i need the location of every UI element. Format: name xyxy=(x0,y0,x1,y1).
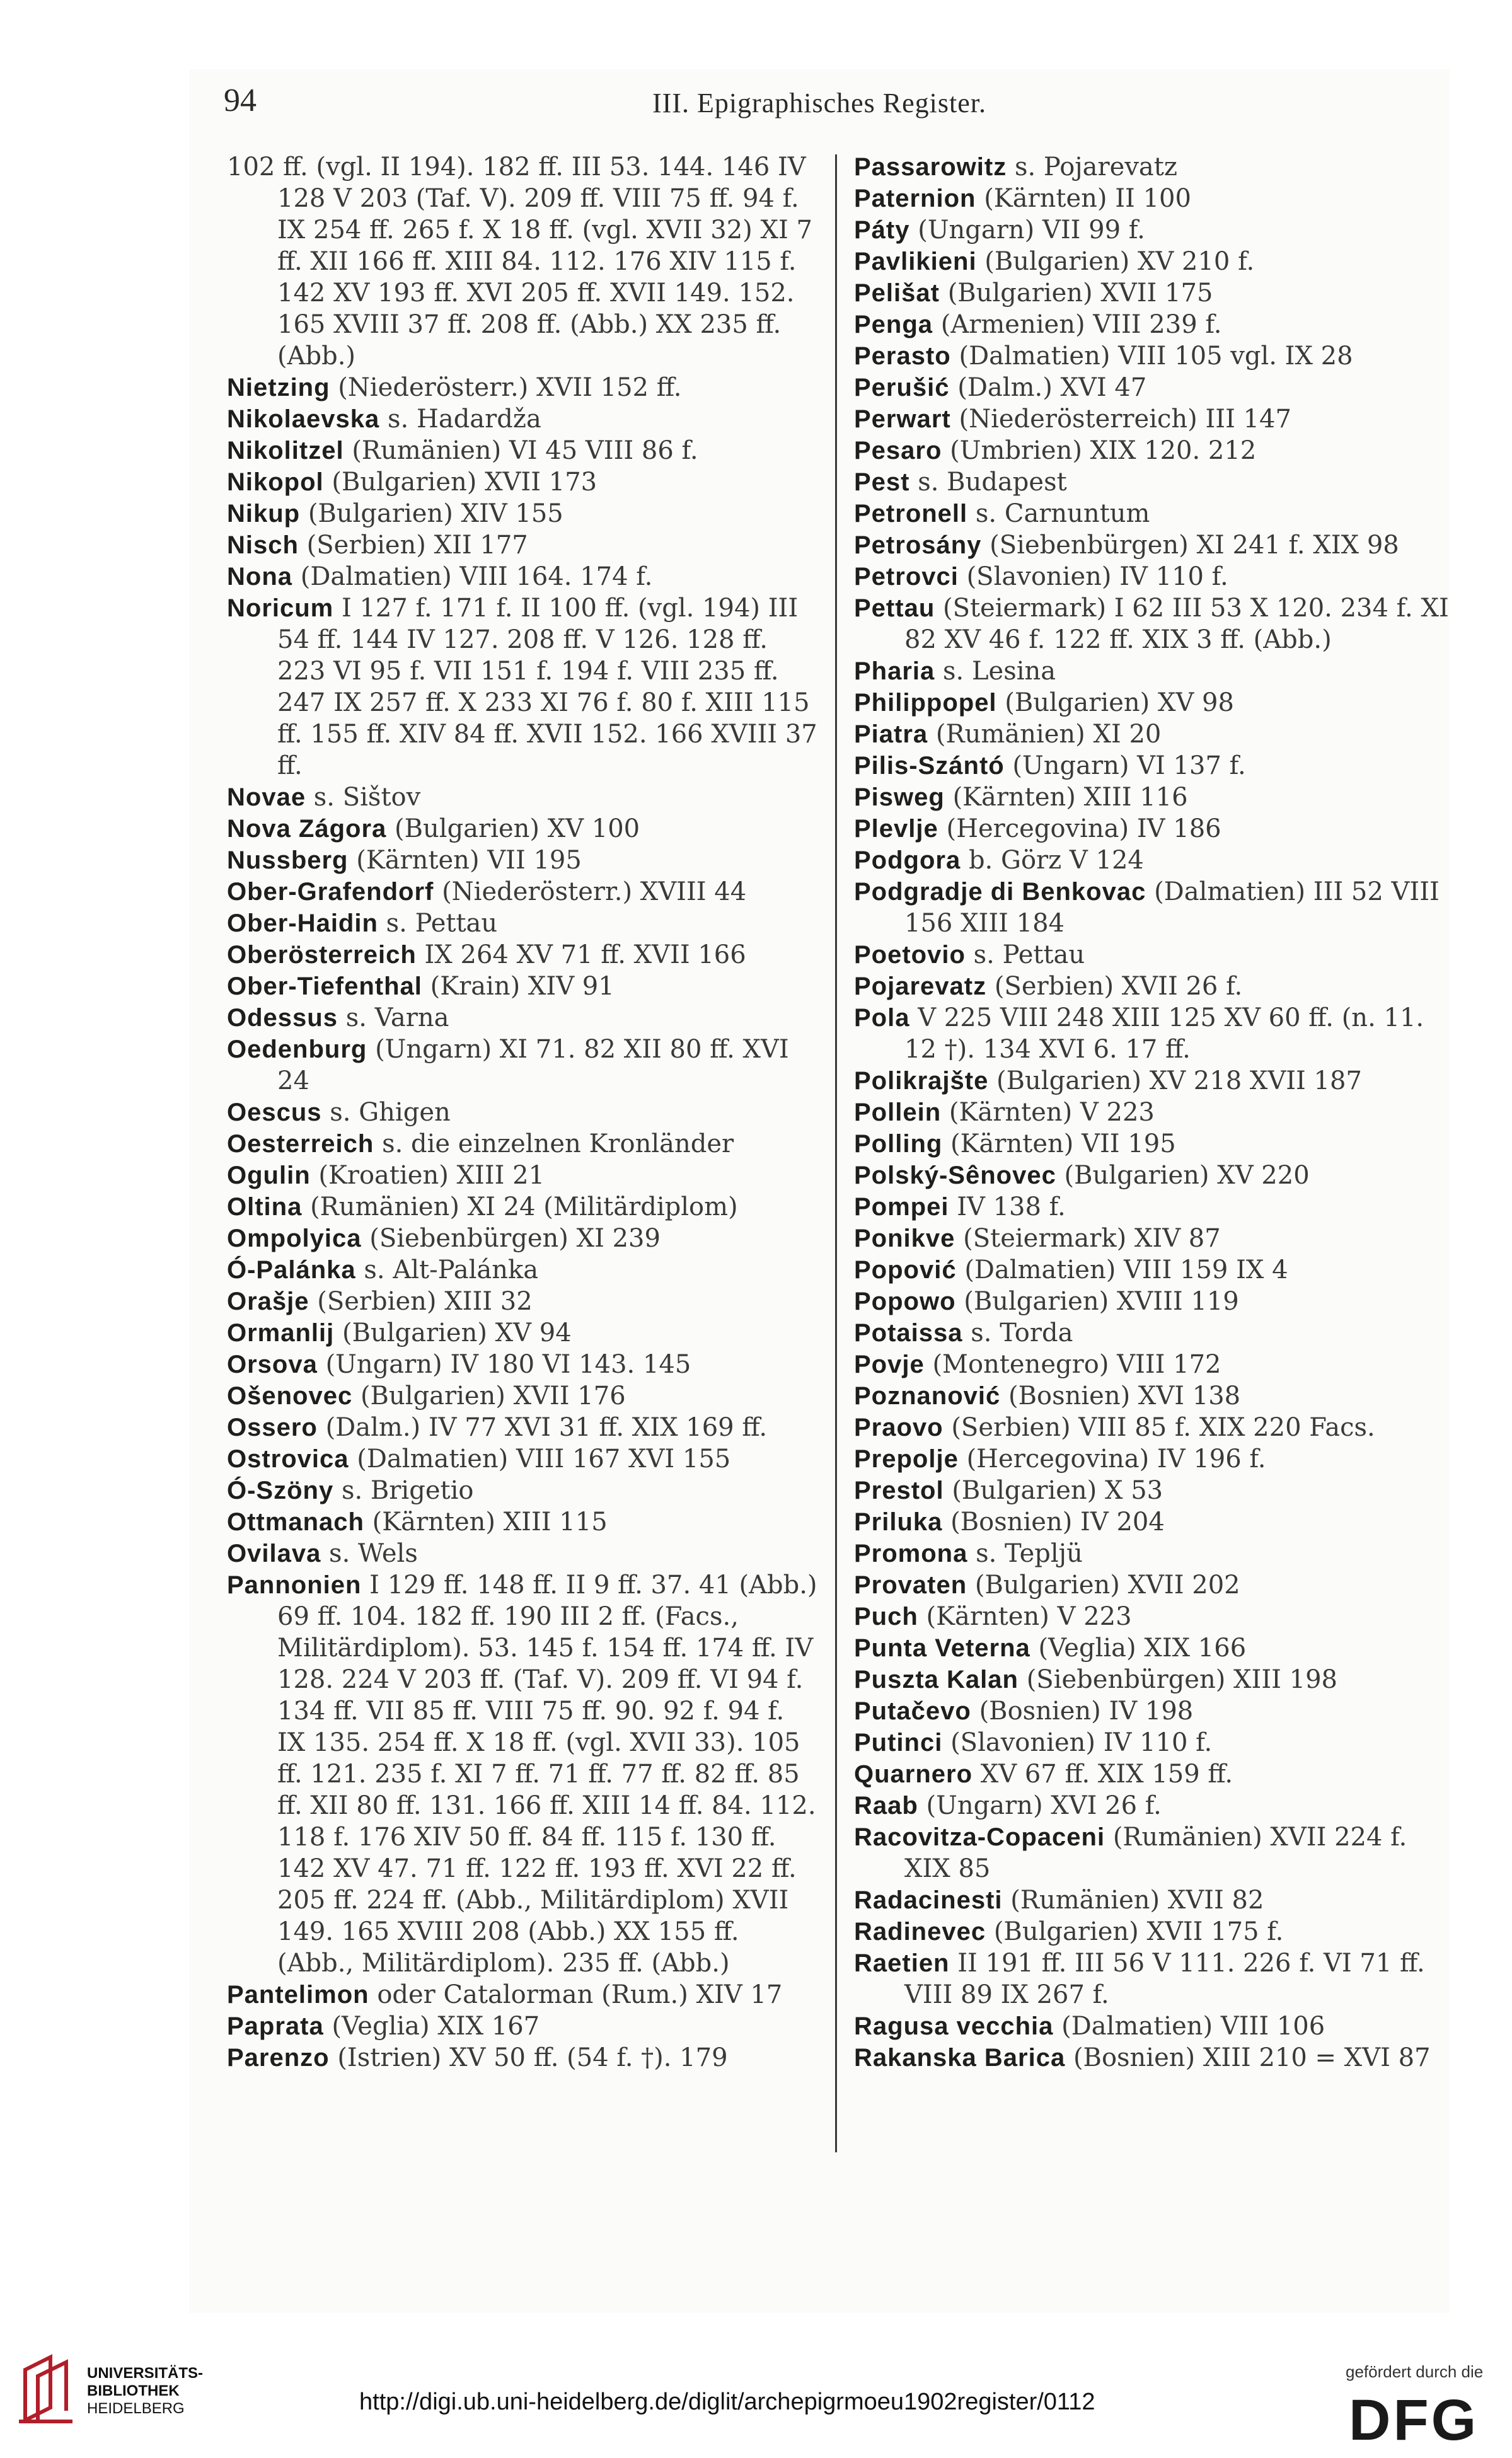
entry-term: Orašje xyxy=(227,1288,309,1315)
entry-references: (Siebenbürgen) XIII 198 xyxy=(1026,1665,1337,1694)
entry-term: Nietzing xyxy=(227,374,330,401)
index-entry xyxy=(854,214,1459,246)
entry-term: Nikolaevska xyxy=(227,405,380,433)
entry-term: Podgradje di Benkovac xyxy=(854,878,1146,906)
entry-references: s. Sištov xyxy=(313,783,421,812)
entry-references: s. Budapest xyxy=(918,468,1067,497)
index-entry xyxy=(227,1034,819,1097)
entry-references: (Serbien) VIII 85 f. XIX 220 Facs. xyxy=(951,1413,1375,1442)
entry-term: Ompolyica xyxy=(227,1225,362,1252)
entry-references: (Slavonien) IV 110 f. xyxy=(950,1728,1213,1757)
index-entry xyxy=(854,1443,1459,1475)
entry-references: (Niederösterreich) III 147 xyxy=(959,405,1291,434)
entry-references: (Armenien) VIII 239 f. xyxy=(940,310,1222,339)
entry-references: (Dalmatien) III 52 VIII 156 XIII 184 xyxy=(904,877,1440,938)
entry-references: (Serbien) XII 177 xyxy=(306,531,528,560)
entry-references: (Dalmatien) VIII 105 vgl. IX 28 xyxy=(959,342,1353,371)
entry-term: Nussberg xyxy=(227,846,349,874)
entry-term: Ober-Haidin xyxy=(227,909,378,937)
entry-term: Noricum xyxy=(227,594,334,622)
entry-term: Ostrovica xyxy=(227,1445,349,1473)
index-entry xyxy=(854,1538,1459,1569)
entry-references: (Bulgarien) XV 98 xyxy=(1005,688,1234,717)
entry-references: (Krain) XIV 91 xyxy=(430,972,615,1001)
entry-term: Ormanlij xyxy=(227,1319,335,1347)
entry-term: Pojarevatz xyxy=(854,972,987,1000)
index-entry xyxy=(854,1475,1459,1506)
entry-references: (Bosnien) IV 204 xyxy=(950,1508,1165,1537)
entry-term: Prepolje xyxy=(854,1445,959,1473)
entry-references: (Bulgarien) XIV 155 xyxy=(308,499,563,528)
entry-references: (Rumänien) XI 20 xyxy=(935,720,1162,749)
entry-references: (Ungarn) XVI 26 f. xyxy=(926,1791,1162,1820)
index-entry xyxy=(854,2011,1459,2042)
entry-term: Ponikve xyxy=(854,1225,955,1252)
index-entry xyxy=(854,1790,1459,1821)
index-entry xyxy=(854,971,1459,1002)
entry-term: Perušić xyxy=(854,374,950,401)
entry-term: Ragusa vecchia xyxy=(854,2012,1054,2040)
index-entry xyxy=(854,1569,1459,1601)
entry-term: Puszta Kalan xyxy=(854,1666,1019,1693)
entry-references: (Kärnten) V 223 xyxy=(926,1602,1132,1631)
entry-term: Perwart xyxy=(854,405,951,433)
entry-references: II 191 ff. III 56 V 111. 226 f. VI 71 ff. VIII 89 IX 267 f. xyxy=(904,1949,1425,2009)
entry-references: IX 264 XV 71 ff. XVII 166 xyxy=(424,940,746,969)
entry-references: (Kärnten) V 223 xyxy=(949,1098,1155,1127)
index-entry xyxy=(854,435,1459,466)
entry-term: Passarowitz xyxy=(854,153,1007,181)
entry-term: Raab xyxy=(854,1792,918,1820)
entry-term: Pharia xyxy=(854,657,935,685)
entry-references: s. Pojarevatz xyxy=(1014,153,1177,182)
entry-references: (Dalmatien) VIII 106 xyxy=(1061,2012,1325,2041)
entry-term: Polling xyxy=(854,1130,943,1158)
entry-references: (Bulgarien) XVII 175 f. xyxy=(993,1917,1284,1946)
entry-term: Priluka xyxy=(854,1508,943,1536)
index-entry xyxy=(227,1317,819,1349)
entry-references: s. Wels xyxy=(329,1539,418,1568)
entry-term: Parenzo xyxy=(227,2044,330,2072)
index-entry xyxy=(227,151,819,372)
entry-term: Petronell xyxy=(854,500,968,528)
index-entry xyxy=(227,1223,819,1254)
index-entry xyxy=(854,277,1459,309)
entry-references: s. Varna xyxy=(345,1003,449,1032)
index-entry xyxy=(854,309,1459,340)
entry-references: (Kärnten) VII 195 xyxy=(950,1129,1176,1158)
library-name-line: UNIVERSITÄTS- xyxy=(87,2365,204,2382)
entry-references: (Bulgarien) XVII 202 xyxy=(974,1571,1240,1600)
entry-references: (Ungarn) XI 71. 82 XII 80 ff. XVI 24 xyxy=(277,1035,789,1095)
entry-term: Ovilava xyxy=(227,1540,321,1567)
entry-term: Pettau xyxy=(854,594,935,622)
index-entry xyxy=(227,2011,819,2042)
entry-references: (Siebenbürgen) XI 239 xyxy=(369,1224,661,1253)
entry-term: Pola xyxy=(854,1004,910,1032)
entry-term: Putinci xyxy=(854,1729,943,1757)
entry-term: Oedenburg xyxy=(227,1036,367,1063)
entry-term: Puch xyxy=(854,1603,918,1630)
entry-term: Pannonien xyxy=(227,1571,362,1599)
index-entry xyxy=(854,1916,1459,1947)
entry-references: (Rumänien) XVII 224 f. XIX 85 xyxy=(904,1823,1407,1883)
index-entry xyxy=(854,1065,1459,1097)
index-entry xyxy=(854,561,1459,592)
entry-term: Rakanska Barica xyxy=(854,2044,1066,2072)
index-entry xyxy=(227,592,819,782)
index-entry xyxy=(854,246,1459,277)
entry-term: Povje xyxy=(854,1351,925,1378)
entry-term: Polikrajšte xyxy=(854,1067,989,1095)
entry-references: s. Pettau xyxy=(973,940,1085,969)
index-entry xyxy=(227,876,819,908)
entry-references: (Dalmatien) VIII 167 XVI 155 xyxy=(357,1445,731,1474)
entry-term: Oltina xyxy=(227,1193,303,1221)
entry-references: (Dalmatien) VIII 164. 174 f. xyxy=(300,562,653,591)
entry-references: s. Pettau xyxy=(386,909,498,938)
entry-references: (Bulgarien) XV 94 xyxy=(342,1318,572,1347)
index-entry xyxy=(227,498,819,529)
entry-term: Pompei xyxy=(854,1193,949,1221)
index-entry xyxy=(854,1317,1459,1349)
index-entry xyxy=(854,1601,1459,1632)
entry-term: Radacinesti xyxy=(854,1886,1003,1914)
index-entry xyxy=(854,1349,1459,1380)
entry-references: (Dalmatien) VIII 159 IX 4 xyxy=(964,1255,1288,1284)
entry-term: Nona xyxy=(227,563,292,591)
entry-references: (Rumänien) XVII 82 xyxy=(1010,1886,1264,1915)
index-entry xyxy=(227,1538,819,1569)
index-entry xyxy=(227,435,819,466)
entry-references: (Steiermark) XIV 87 xyxy=(963,1224,1221,1253)
entry-references: s. Tepljü xyxy=(976,1539,1083,1568)
entry-term: Nikolitzel xyxy=(227,437,344,464)
index-entry xyxy=(854,1664,1459,1695)
library-name-line: BIBLIOTHEK xyxy=(87,2382,180,2399)
index-entry xyxy=(854,750,1459,782)
index-entry xyxy=(854,1097,1459,1128)
entry-term: Oesterreich xyxy=(227,1130,374,1158)
index-entry xyxy=(854,1506,1459,1538)
entry-references: s. Carnuntum xyxy=(975,499,1150,528)
entry-references: (Hercegovina) IV 196 f. xyxy=(966,1445,1266,1474)
entry-term: Racovitza-Copaceni xyxy=(854,1823,1105,1851)
entry-term: Nikopol xyxy=(227,468,324,496)
index-entry xyxy=(854,687,1459,718)
entry-references: V 225 VIII 248 XIII 125 XV 60 ff. (n. 11. 12 †). 134 XVI 6. 17 ff. xyxy=(904,1003,1424,1064)
index-entry xyxy=(227,1979,819,2011)
entry-references: (Bosnien) XVI 138 xyxy=(1008,1382,1241,1411)
index-entry xyxy=(854,1758,1459,1790)
entry-term: Putačevo xyxy=(854,1697,971,1725)
library-name-line: HEIDELBERG xyxy=(87,2400,185,2417)
index-entry xyxy=(854,1223,1459,1254)
digitization-footer xyxy=(0,2326,1512,2458)
index-entry xyxy=(854,718,1459,750)
entry-references: (Steiermark) I 62 III 53 X 120. 234 f. XI 82 XV 46 f. 122 ff. XIX 3 ff. (Abb.) xyxy=(904,594,1449,654)
entry-references: (Bulgarien) XVII 175 xyxy=(947,279,1213,308)
index-entry xyxy=(854,782,1459,813)
entry-term: Pelišat xyxy=(854,279,940,307)
permalink-url[interactable]: http://digi.ub.uni-heidelberg.de/diglit/archepigrmoeu1902register/0112 xyxy=(359,2389,1095,2415)
entry-term: Pesaro xyxy=(854,437,942,464)
index-entry xyxy=(854,1412,1459,1443)
entry-references: (Bosnien) IV 198 xyxy=(979,1697,1194,1726)
entry-term: Pest xyxy=(854,468,910,496)
entry-references: I 127 f. 171 f. II 100 ff. (vgl. 194) III 54 ff. 144 IV 127. 208 ff. V 126. 128 ff. 223 VI 95 f. VII 151 f. 194 f. VIII 235 ff. 247 IX 257 ff. X 233 XI 76 f. 80 f. XIII 115 ff. 155 ff. XIV 84 ff. XVII 152. 166 XVIII 37 ff. xyxy=(277,594,817,780)
entry-references: (Serbien) XVII 26 f. xyxy=(994,972,1243,1001)
column-divider xyxy=(835,154,837,2152)
entry-term: Novae xyxy=(227,783,306,811)
index-entry xyxy=(227,908,819,939)
index-entry xyxy=(227,2042,819,2074)
index-entry xyxy=(854,592,1459,655)
index-entry xyxy=(854,1128,1459,1160)
entry-references: XV 67 ff. XIX 159 ff. xyxy=(980,1760,1233,1789)
entry-references: (Istrien) XV 50 ff. (54 f. †). 179 xyxy=(337,2043,728,2072)
entry-term: Popović xyxy=(854,1256,957,1284)
index-entry xyxy=(227,1097,819,1128)
entry-references: (Rumänien) XI 24 (Militärdiplom) xyxy=(310,1192,738,1221)
entry-term: Orsova xyxy=(227,1351,318,1378)
entry-term: Poznanović xyxy=(854,1382,1001,1410)
index-entry xyxy=(854,655,1459,687)
entry-term: Ogulin xyxy=(227,1162,311,1189)
index-entry xyxy=(854,1947,1459,2011)
index-entry xyxy=(227,1254,819,1286)
entry-term: Ober-Grafendorf xyxy=(227,878,434,906)
index-entry xyxy=(854,1695,1459,1727)
entry-term: Ossero xyxy=(227,1414,318,1441)
index-entry xyxy=(854,1821,1459,1884)
entry-term: Philippopel xyxy=(854,689,997,717)
index-entry xyxy=(854,1254,1459,1286)
running-head xyxy=(224,82,1005,132)
entry-references: (Bulgarien) XV 210 f. xyxy=(984,247,1255,276)
index-entry xyxy=(227,939,819,971)
entry-term: Pollein xyxy=(854,1099,942,1126)
entry-references: 102 ff. (vgl. II 194). 182 ff. III 53. 144. 146 IV 128 V 203 (Taf. V). 209 ff. VIII 75 ff. 94 f. IX 254 ff. 265 f. X 18 ff. (vgl. XVII 32) XI 7 ff. XII 166 ff. XIII 84. 112. 176 XIV 115 f. 142 XV 193 ff. XVI 205 ff. XVII 149. 152. 165 XVIII 37 ff. 208 ff. (Abb.) XX 235 ff. (Abb.) xyxy=(227,153,812,371)
index-entry xyxy=(227,971,819,1002)
entry-term: Provaten xyxy=(854,1571,967,1599)
index-entry xyxy=(227,1443,819,1475)
entry-references: (Ungarn) VII 99 f. xyxy=(918,216,1145,245)
entry-term: Promona xyxy=(854,1540,968,1567)
entry-references: (Bulgarien) XVII 173 xyxy=(332,468,597,497)
entry-term: Popowo xyxy=(854,1288,956,1315)
index-entry xyxy=(227,1002,819,1034)
entry-term: Pilis-Szántó xyxy=(854,752,1005,780)
index-entry xyxy=(854,845,1459,876)
entry-references: I 129 ff. 148 ff. II 9 ff. 37. 41 (Abb.) 69 ff. 104. 182 ff. 190 III 2 ff. (Facs., Militärdiplom). 53. 145 f. 154 ff. 174 ff. IV 128. 224 V 203 ff. (Taf. V). 209 ff. VI 94 f. 134 ff. VII 85 ff. VIII 75 ff. 90. 92 f. 94 f. IX 135. 254 ff. X 18 ff. (vgl. XVII 33). 105 ff. 121. 235 f. XI 7 ff. 71 ff. 77 ff. 82 ff. 85 ff. XII 80 ff. 131. 166 ff. XIII 14 ff. 84. 112. 118 f. 176 XIV 50 ff. 84 ff. 115 f. 130 ff. 142 XV 47. 71 ff. 122 ff. 193 ff. XVI 22 ff. 205 ff. 224 ff. (Abb., Militärdiplom) XVII 149. 165 XVIII 208 (Abb.) XX 155 ff. (Abb., Militärdiplom). 235 ff. (Abb.) xyxy=(277,1571,817,1978)
index-entry xyxy=(854,403,1459,435)
index-entry xyxy=(227,1160,819,1191)
entry-term: Piatra xyxy=(854,720,928,748)
index-entry xyxy=(227,1128,819,1160)
index-entry xyxy=(854,2042,1459,2074)
entry-term: Ó-Szöny xyxy=(227,1477,334,1504)
index-entry xyxy=(227,845,819,876)
entry-term: Nova Zágora xyxy=(227,815,387,843)
entry-references: (Rumänien) VI 45 VIII 86 f. xyxy=(352,436,698,465)
entry-references: (Kärnten) VII 195 xyxy=(356,846,582,875)
entry-references: (Kärnten) XIII 116 xyxy=(952,783,1188,812)
entry-term: Praovo xyxy=(854,1414,944,1441)
index-entry xyxy=(227,1475,819,1506)
index-entry xyxy=(854,1286,1459,1317)
entry-references: s. Alt-Palánka xyxy=(364,1255,539,1284)
entry-references: (Niederösterr.) XVII 152 ff. xyxy=(338,373,682,402)
index-entry xyxy=(227,1506,819,1538)
entry-references: (Umbrien) XIX 120. 212 xyxy=(950,436,1257,465)
entry-references: s. Ghigen xyxy=(330,1098,451,1127)
entry-references: (Montenegro) VIII 172 xyxy=(932,1350,1221,1379)
index-entry xyxy=(854,1632,1459,1664)
entry-references: (Niederösterr.) XVIII 44 xyxy=(442,877,747,906)
index-entry xyxy=(227,813,819,845)
entry-term: Podgora xyxy=(854,846,961,874)
entry-term: Plevlje xyxy=(854,815,938,843)
entry-references: oder Catalorman (Rum.) XIV 17 xyxy=(377,1980,783,2009)
index-entry xyxy=(854,1380,1459,1412)
entry-term: Oberösterreich xyxy=(227,941,417,969)
entry-references: (Bosnien) XIII 210 = XVI 87 xyxy=(1073,2043,1431,2072)
entry-references: (Bulgarien) XVII 176 xyxy=(360,1382,626,1411)
index-entry xyxy=(854,813,1459,845)
entry-references: (Serbien) XIII 32 xyxy=(317,1287,533,1316)
entry-term: Ottmanach xyxy=(227,1508,364,1536)
entry-references: (Siebenbürgen) XI 241 f. XIX 98 xyxy=(990,531,1399,560)
entry-term: Nikup xyxy=(227,500,301,528)
index-entry xyxy=(227,403,819,435)
entry-references: (Bulgarien) X 53 xyxy=(952,1476,1163,1505)
entry-term: Ober-Tiefenthal xyxy=(227,972,422,1000)
entry-references: (Kärnten) XIII 115 xyxy=(372,1508,608,1537)
entry-term: Oescus xyxy=(227,1099,322,1126)
register-title: III. Epigraphisches Register. xyxy=(652,88,986,118)
entry-references: IV 138 f. xyxy=(957,1192,1066,1221)
entry-references: s. Hadardža xyxy=(388,405,541,434)
entry-term: Penga xyxy=(854,311,933,338)
entry-term: Ó-Palánka xyxy=(227,1256,356,1284)
entry-term: Punta Veterna xyxy=(854,1634,1030,1662)
entry-references: (Hercegovina) IV 186 xyxy=(946,814,1221,843)
entry-references: (Bulgarien) XV 220 xyxy=(1064,1161,1310,1190)
entry-term: Quarnero xyxy=(854,1760,973,1788)
entry-term: Raetien xyxy=(854,1949,950,1977)
index-entry xyxy=(854,151,1459,183)
entry-references: s. Lesina xyxy=(943,657,1056,686)
entry-references: (Dalm.) IV 77 XVI 31 ff. XIX 169 ff. xyxy=(325,1413,768,1442)
entry-term: Prestol xyxy=(854,1477,944,1504)
index-entry xyxy=(227,466,819,498)
entry-references: (Ungarn) IV 180 VI 143. 145 xyxy=(325,1350,691,1379)
dfg-logo: DFG xyxy=(1349,2388,1479,2452)
index-entry xyxy=(854,466,1459,498)
index-entry xyxy=(227,1569,819,1979)
sponsor-caption: gefördert durch die xyxy=(1346,2362,1484,2381)
index-column-right xyxy=(854,151,1459,2074)
entry-term: Paprata xyxy=(227,2012,324,2040)
entry-references: s. Brigetio xyxy=(341,1476,474,1505)
library-name xyxy=(87,2365,203,2418)
entry-term: Poetovio xyxy=(854,941,966,969)
index-entry xyxy=(227,782,819,813)
index-entry xyxy=(227,1380,819,1412)
entry-references: (Bulgarien) XV 218 XVII 187 xyxy=(996,1066,1362,1095)
entry-references: (Kärnten) II 100 xyxy=(984,184,1191,213)
index-entry xyxy=(854,498,1459,529)
index-column-left xyxy=(227,151,819,2074)
entry-references: (Bulgarien) XVIII 119 xyxy=(964,1287,1239,1316)
index-entry xyxy=(854,1191,1459,1223)
index-entry xyxy=(227,372,819,403)
entry-references: (Dalm.) XVI 47 xyxy=(957,373,1147,402)
entry-term: Perasto xyxy=(854,342,951,370)
entry-term: Odessus xyxy=(227,1004,338,1032)
entry-term: Nisch xyxy=(227,531,299,559)
index-entry xyxy=(227,1191,819,1223)
index-entry xyxy=(854,876,1459,939)
index-entry xyxy=(854,1160,1459,1191)
entry-references: (Ungarn) VI 137 f. xyxy=(1012,751,1246,780)
entry-term: Polský-Sênovec xyxy=(854,1162,1056,1189)
index-entry xyxy=(227,1412,819,1443)
entry-term: Páty xyxy=(854,216,910,244)
entry-references: (Veglia) XIX 166 xyxy=(1038,1634,1247,1663)
index-entry xyxy=(854,1002,1459,1065)
entry-references: s. Torda xyxy=(971,1318,1073,1347)
index-entry xyxy=(854,183,1459,214)
entry-references: (Kroatien) XIII 21 xyxy=(318,1161,545,1190)
index-entry xyxy=(227,529,819,561)
entry-term: Petrovci xyxy=(854,563,959,591)
index-entry xyxy=(227,1349,819,1380)
entry-references: (Bulgarien) XV 100 xyxy=(395,814,640,843)
entry-term: Petrosány xyxy=(854,531,982,559)
library-logo-icon xyxy=(13,2351,82,2426)
index-entry xyxy=(854,1727,1459,1758)
entry-references: b. Görz V 124 xyxy=(968,846,1144,875)
index-entry xyxy=(227,561,819,592)
entry-term: Pisweg xyxy=(854,783,945,811)
index-entry xyxy=(227,1286,819,1317)
entry-term: Ošenovec xyxy=(227,1382,353,1410)
entry-term: Potaissa xyxy=(854,1319,963,1347)
page-number: 94 xyxy=(224,83,257,118)
index-entry xyxy=(854,340,1459,372)
index-entry xyxy=(854,529,1459,561)
index-entry xyxy=(854,1884,1459,1916)
entry-term: Paternion xyxy=(854,185,976,212)
entry-term: Radinevec xyxy=(854,1918,986,1946)
entry-references: (Slavonien) IV 110 f. xyxy=(966,562,1228,591)
entry-term: Pantelimon xyxy=(227,1981,369,2009)
entry-term: Pavlikieni xyxy=(854,248,977,275)
entry-references: s. die einzelnen Kronländer xyxy=(382,1129,734,1158)
entry-references: (Veglia) XIX 167 xyxy=(332,2012,540,2041)
index-entry xyxy=(854,372,1459,403)
index-entry xyxy=(854,939,1459,971)
